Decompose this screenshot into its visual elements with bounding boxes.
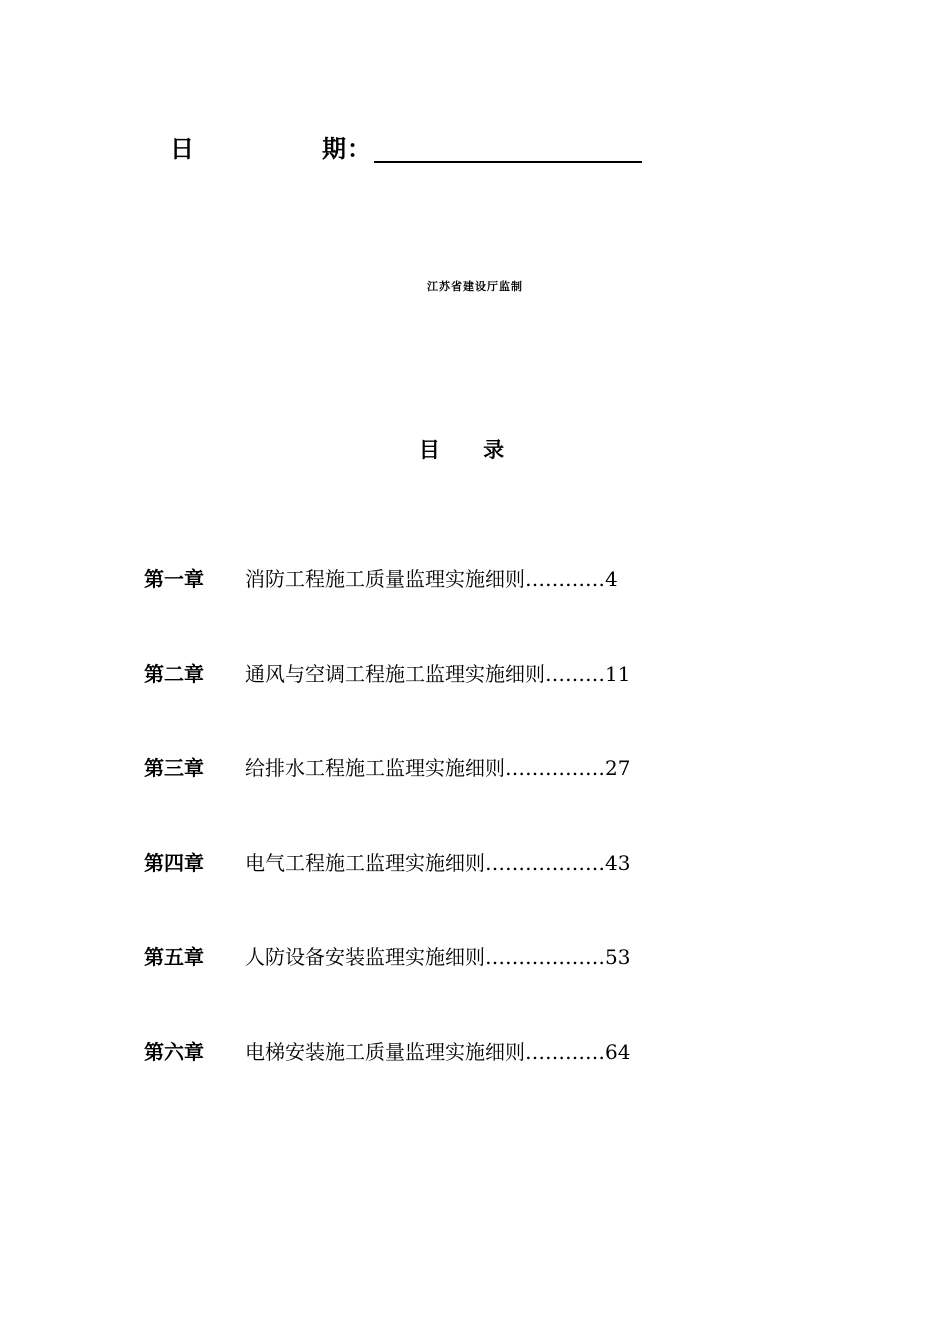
toc-item-2[interactable] bbox=[0, 659, 950, 754]
toc-chapter-label: 第六章 bbox=[144, 1039, 204, 1064]
toc-chapter-label: 第一章 bbox=[144, 567, 204, 591]
toc-entry-text: 人防设备安装监理实施细则………………53 bbox=[245, 945, 631, 970]
date-row bbox=[0, 132, 950, 172]
toc-item-6[interactable] bbox=[0, 1037, 950, 1132]
toc-entry-text: 电梯安装施工质量监理实施细则…………64 bbox=[245, 1039, 631, 1064]
toc-chapter-label: 第二章 bbox=[144, 661, 204, 686]
toc-item-5[interactable] bbox=[0, 942, 950, 1037]
date-label-second-char: 期 bbox=[322, 135, 346, 163]
date-fill-line bbox=[374, 161, 642, 163]
date-label-first-char: 日 bbox=[170, 135, 194, 163]
date-label-colon: ： bbox=[347, 135, 371, 163]
toc-entry-text: 电气工程施工监理实施细则………………43 bbox=[245, 850, 631, 875]
toc-list bbox=[0, 564, 950, 1132]
toc-entry-text: 给排水工程施工监理实施细则……………27 bbox=[245, 756, 631, 781]
toc-item-4[interactable] bbox=[0, 848, 950, 943]
toc-item-3[interactable] bbox=[0, 753, 950, 848]
toc-entry-text: 通风与空调工程施工监理实施细则………11 bbox=[245, 661, 631, 686]
toc-title: 目 录 bbox=[418, 438, 523, 462]
toc-chapter-label: 第五章 bbox=[144, 945, 204, 970]
supervisor-text: 江苏省建设厅监制 bbox=[427, 280, 523, 293]
toc-entry-text: 消防工程施工质量监理实施细则…………4 bbox=[245, 567, 618, 591]
toc-chapter-label: 第四章 bbox=[144, 850, 204, 875]
toc-chapter-label: 第三章 bbox=[144, 756, 204, 781]
toc-item-1[interactable] bbox=[0, 564, 950, 659]
